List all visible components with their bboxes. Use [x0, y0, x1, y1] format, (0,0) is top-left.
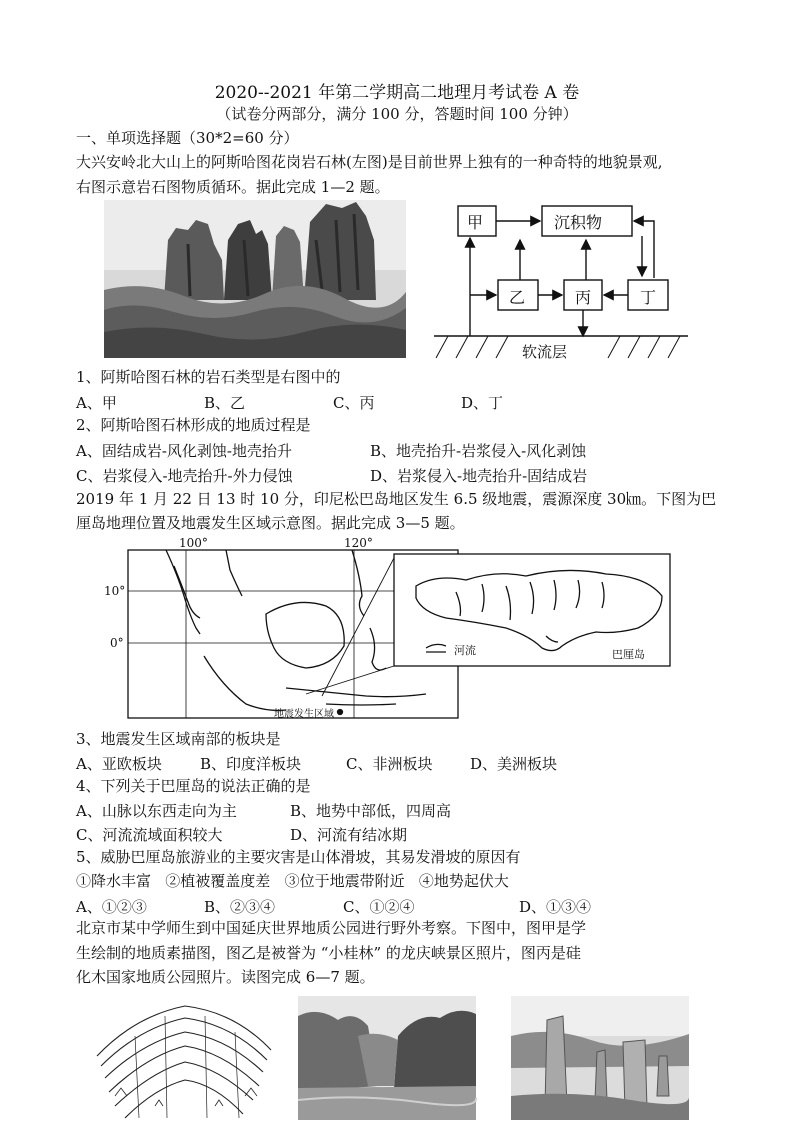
stone-forest-photo — [104, 200, 406, 358]
map-longitude-100: 100° — [179, 536, 208, 550]
question-4-option-a[interactable]: A、山脉以东西走向为主 — [76, 802, 237, 820]
question-1-option-d[interactable]: D、丁 — [461, 394, 504, 412]
intro-paragraph-1-line-1: 大兴安岭北大山上的阿斯哈图花岗岩石林(左图)是目前世界上独有的一种奇特的地貌景观, — [76, 153, 663, 171]
map-quake-area-label: 地震发生区域 — [274, 709, 334, 720]
question-5-option-c[interactable]: C、①②④ — [343, 898, 415, 916]
question-5-option-d[interactable]: D、①③④ — [519, 898, 592, 916]
question-3-option-d[interactable]: D、美洲板块 — [470, 755, 558, 773]
exam-subtitle: （试卷分两部分，满分 100 分，答题时间 100 分钟） — [216, 105, 578, 123]
map-latitude-0: 0° — [110, 636, 124, 650]
intro-paragraph-2-line-2: 厘岛地理位置及地震发生区域示意图。据此完成 3—5 题。 — [76, 514, 465, 532]
question-5-items: ①降水丰富 ②植被覆盖度差 ③位于地震带附近 ④地势起伏大 — [76, 872, 509, 890]
question-1-option-b[interactable]: B、乙 — [204, 394, 246, 412]
question-1-stem: 1、阿斯哈图石林的岩石类型是右图中的 — [76, 368, 341, 386]
diagram-box-ding: 丁 — [640, 288, 657, 307]
question-4-option-d[interactable]: D、河流有结冰期 — [290, 826, 408, 844]
petrified-wood-photo — [511, 996, 689, 1120]
question-2-option-b[interactable]: B、地壳抬升-岩浆侵入-风化剥蚀 — [370, 442, 587, 460]
map-latitude-10: 10° — [104, 584, 126, 598]
question-1-option-c[interactable]: C、丙 — [333, 394, 375, 412]
intro-paragraph-2-line-1: 2019 年 1 月 22 日 13 时 10 分，印尼松巴岛地区发生 6.5 级地震，震源深度 30㎞。下图为巴 — [76, 490, 717, 508]
section-heading: 一、单项选择题（30*2=60 分） — [76, 129, 299, 147]
question-4-option-b[interactable]: B、地势中部低，四周高 — [290, 802, 452, 820]
question-1-option-a[interactable]: A、甲 — [76, 394, 117, 412]
question-3-option-c[interactable]: C、非洲板块 — [346, 755, 433, 773]
diagram-box-jia: 甲 — [467, 213, 484, 232]
question-3-option-b[interactable]: B、印度洋板块 — [200, 755, 302, 773]
question-5-stem: 5、威胁巴厘岛旅游业的主要灾害是山体滑坡，其易发滑坡的原因有 — [76, 848, 521, 866]
intro-paragraph-1-line-2: 右图示意岩石图物质循环。据此完成 1—2 题。 — [76, 178, 390, 196]
diagram-box-yi: 乙 — [509, 288, 526, 307]
question-2-option-c[interactable]: C、岩浆侵入-地壳抬升-外力侵蚀 — [76, 467, 293, 485]
question-2-option-d[interactable]: D、岩浆侵入-地壳抬升-固结成岩 — [370, 467, 588, 485]
exam-title: 2020--2021 年第二学期高二地理月考试卷 A 卷 — [214, 83, 580, 103]
diagram-box-bing: 丙 — [575, 288, 592, 307]
longqing-gorge-photo — [298, 996, 476, 1120]
diagram-box-sediment: 沉积物 — [554, 213, 603, 232]
map-river-legend: 河流 — [454, 644, 476, 657]
geology-sketch-image — [95, 996, 273, 1120]
intro-paragraph-3-line-1: 北京市某中学师生到中国延庆世界地质公园进行野外考察。下图中，图甲是学 — [76, 919, 587, 937]
map-island-label: 巴厘岛 — [612, 648, 645, 661]
rock-cycle-diagram — [430, 200, 692, 362]
question-3-stem: 3、地震发生区域南部的板块是 — [76, 730, 281, 748]
question-3-option-a[interactable]: A、亚欧板块 — [76, 755, 162, 773]
question-5-option-b[interactable]: B、②③④ — [204, 898, 276, 916]
intro-paragraph-3-line-2: 生绘制的地质素描图，图乙是被誉为 “小桂林” 的龙庆峡景区照片，图丙是硅 — [76, 944, 581, 962]
map-longitude-120: 120° — [344, 536, 373, 550]
bali-location-map — [104, 536, 672, 720]
question-2-option-a[interactable]: A、固结成岩-风化剥蚀-地壳抬升 — [76, 442, 292, 460]
question-2-stem: 2、阿斯哈图石林形成的地质过程是 — [76, 416, 311, 434]
diagram-ground-label: 软流层 — [522, 343, 568, 361]
question-4-option-c[interactable]: C、河流流域面积较大 — [76, 826, 223, 844]
question-4-stem: 4、下列关于巴厘岛的说法正确的是 — [76, 777, 311, 795]
question-5-option-a[interactable]: A、①②③ — [76, 898, 147, 916]
intro-paragraph-3-line-3: 化木国家地质公园照片。读图完成 6—7 题。 — [76, 968, 375, 986]
